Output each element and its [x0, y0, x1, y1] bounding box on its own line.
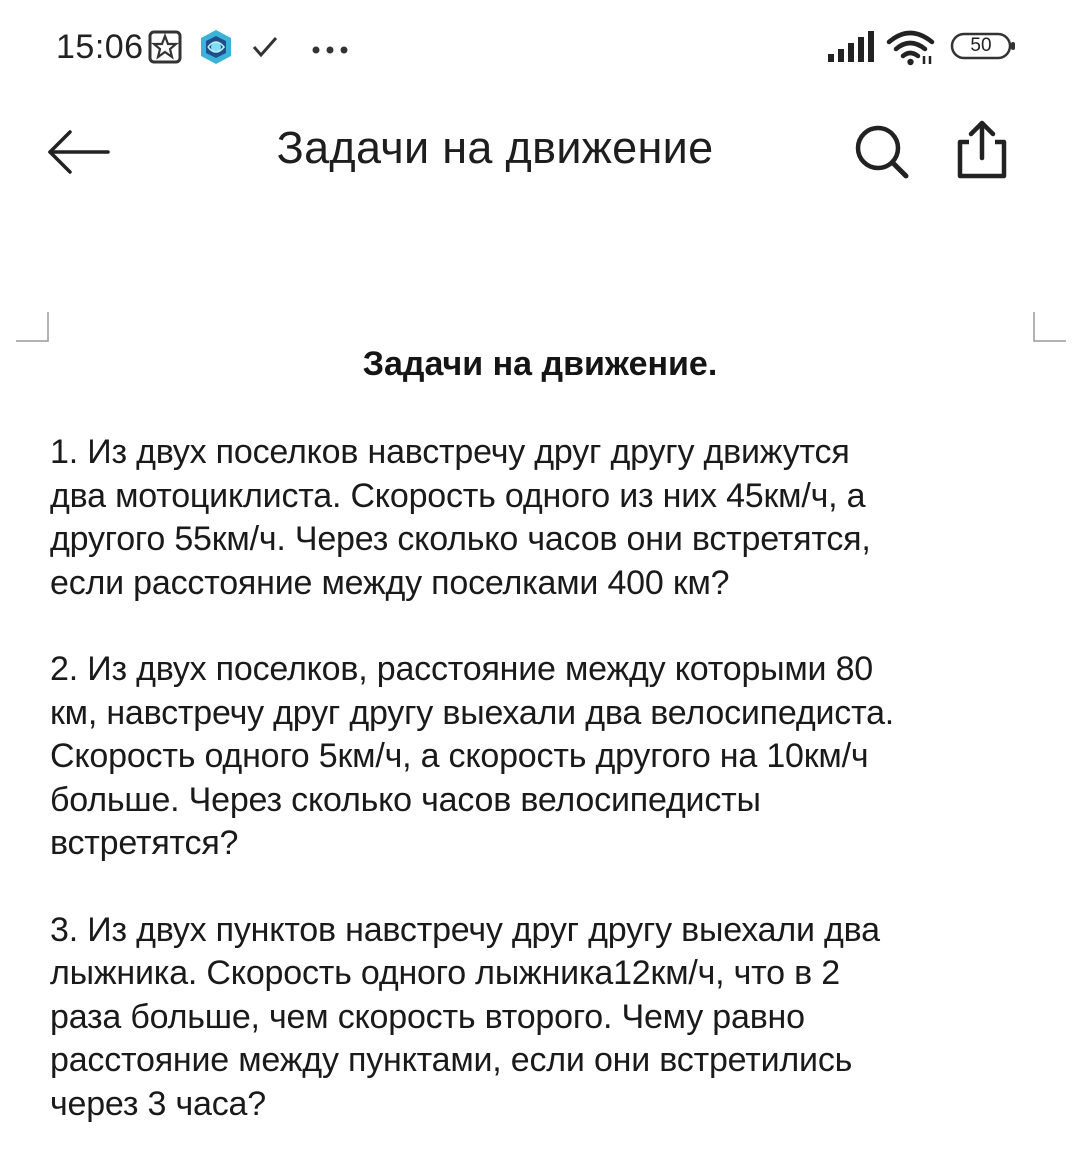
share-icon	[952, 118, 1012, 182]
problem-2	[50, 648, 1050, 866]
problem-line: через 3 часа?	[50, 1084, 266, 1123]
status-bar	[0, 0, 1080, 96]
problem-line: если расстояние между поселками 400 км?	[50, 563, 730, 602]
wifi-icon	[886, 30, 936, 71]
problem-list	[50, 431, 1050, 1169]
page-title: Задачи на движение	[276, 122, 714, 173]
toolbar	[0, 96, 1080, 208]
page-corner-mark-right	[1032, 312, 1068, 344]
signal-bars-icon	[826, 30, 876, 69]
problem-line: 3. Из двух пунктов навстречу друг другу выехали два	[50, 910, 880, 949]
status-time: 15:06	[56, 28, 144, 66]
star-badge-icon	[148, 30, 182, 69]
problem-line: расстояние между пунктами, если они встретились	[50, 1041, 853, 1079]
problem-line: Скорость одного 5км/ч, а скорость другого на 10км/ч	[50, 737, 869, 775]
problem-line: встретятся?	[50, 824, 239, 862]
problem-line: лыжника. Скорость одного лыжника12км/ч, что в 2	[50, 954, 840, 992]
page-corner-mark-left	[16, 312, 52, 344]
share-button[interactable]	[952, 118, 1012, 182]
back-button[interactable]	[44, 124, 116, 180]
problem-line: больше. Через сколько часов велосипедисты	[50, 780, 761, 819]
search-icon	[852, 122, 912, 182]
app-badge-icon	[198, 28, 234, 71]
battery-level: 50	[970, 35, 992, 56]
arrow-left-icon	[44, 124, 116, 180]
problem-line: раза больше, чем скорость второго. Чему равно	[50, 997, 805, 1036]
search-button[interactable]	[852, 122, 912, 182]
check-icon	[250, 34, 280, 65]
problem-line: два мотоциклиста. Скорость одного из них 45км/ч, а	[50, 476, 866, 515]
problem-3	[50, 909, 1050, 1127]
more-dots-icon	[312, 42, 348, 60]
problem-1	[50, 431, 1050, 605]
problem-line: км, навстречу друг другу выехали два велосипедиста.	[50, 693, 895, 732]
problem-line: 2. Из двух поселков, расстояние между которыми 80	[50, 650, 874, 688]
document-title: Задачи на движение.	[362, 345, 718, 383]
problem-line: другого 55км/ч. Через сколько часов они встретятся,	[50, 520, 871, 558]
problem-line: 1. Из двух поселков навстречу друг другу движутся	[50, 433, 850, 471]
